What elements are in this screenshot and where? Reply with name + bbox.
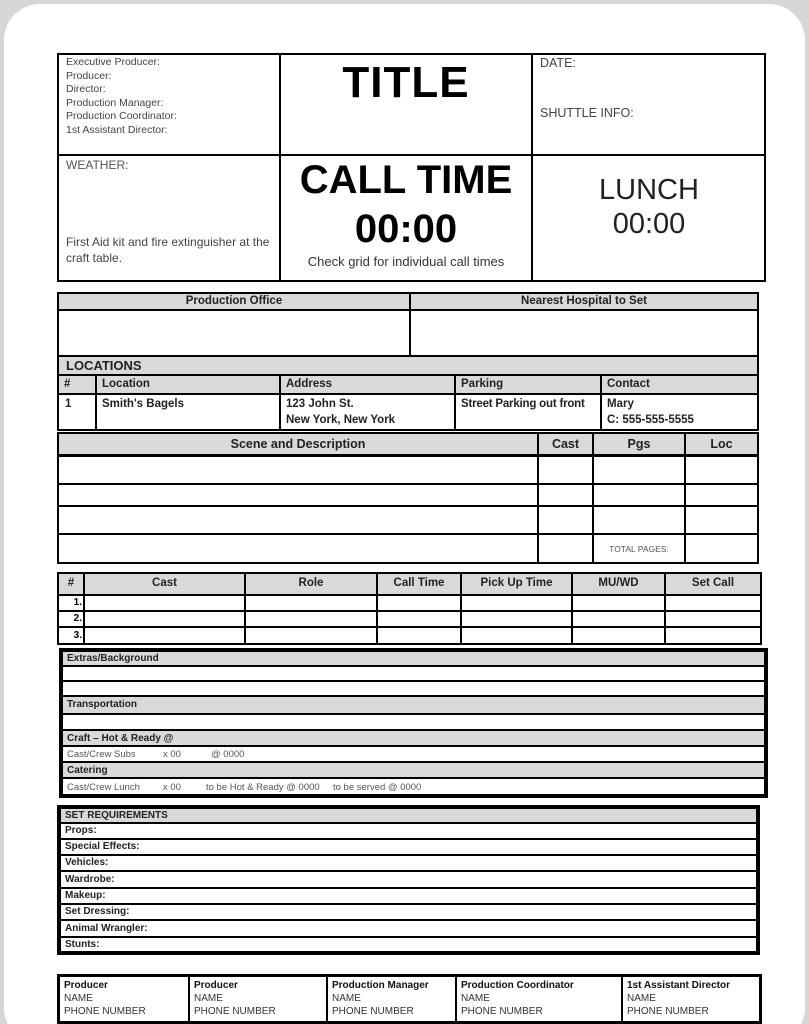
contact-producer-2[interactable]	[190, 977, 328, 1021]
cast-col-muwd: MU/WD	[598, 577, 639, 589]
scene-row-3-desc[interactable]	[57, 505, 539, 535]
contact-phone: PHONE NUMBER	[194, 1006, 276, 1017]
lunch-label: LUNCH	[599, 174, 699, 206]
contacts-footer	[57, 974, 762, 1024]
cast-col-cast: Cast	[152, 577, 177, 589]
extras-label: Extras/Background	[67, 653, 159, 664]
loc-col-parking: Parking	[461, 378, 504, 390]
scene-row-3-pgs[interactable]	[592, 505, 686, 535]
scene-row-4-desc[interactable]	[57, 533, 539, 564]
cast-col-set-call: Set Call	[691, 577, 735, 589]
set-req-set-dressing-label: Set Dressing:	[65, 906, 130, 917]
loc-col-contact: Contact	[607, 378, 650, 390]
crew-labels	[66, 56, 177, 137]
loc-col-num: #	[64, 378, 71, 390]
call-time-note: Check grid for individual call times	[307, 254, 505, 269]
set-req-wardrobe-label: Wardrobe:	[65, 874, 115, 885]
contact-role: Production Coordinator	[461, 980, 574, 991]
cast-col-pickup-time: Pick Up Time	[480, 577, 553, 589]
cast-row-3-role[interactable]	[244, 626, 378, 645]
lunch-value[interactable]: 00:00	[612, 208, 686, 240]
weather-label[interactable]: WEATHER:	[66, 158, 129, 172]
locations-label: LOCATIONS	[66, 358, 142, 373]
transportation-label: Transportation	[67, 699, 138, 710]
cast-col-num: #	[67, 577, 75, 589]
contact-phone: PHONE NUMBER	[627, 1006, 709, 1017]
scene-row-1-pgs[interactable]	[592, 455, 686, 485]
contact-role: Producer	[64, 980, 108, 991]
crew-label-producer[interactable]: Producer:	[66, 69, 112, 82]
loc-col-address: Address	[286, 378, 333, 390]
contact-production-coordinator[interactable]	[457, 977, 623, 1021]
set-req-label: SET REQUIREMENTS	[65, 810, 168, 821]
scene-row-1-desc[interactable]	[57, 455, 539, 485]
crew-label-1st-ad[interactable]: 1st Assistant Director:	[66, 123, 168, 136]
contact-role: Production Manager	[332, 980, 429, 991]
hospital-label: Nearest Hospital to Set	[521, 295, 647, 307]
loc-row-parking: Street Parking out front	[461, 398, 585, 410]
contact-name: NAME	[64, 993, 93, 1004]
contact-1st-ad[interactable]	[623, 977, 759, 1021]
call-time-label: CALL TIME	[299, 158, 513, 202]
contact-phone: PHONE NUMBER	[461, 1006, 543, 1017]
scene-row-2-loc[interactable]	[684, 483, 759, 507]
set-req-makeup-label: Makeup:	[65, 890, 106, 901]
contact-name: NAME	[461, 993, 490, 1004]
scene-row-1-cast[interactable]	[537, 455, 594, 485]
crew-label-director[interactable]: Director:	[66, 83, 106, 95]
production-office-field[interactable]	[57, 309, 411, 357]
call-time-value[interactable]: 00:00	[354, 207, 458, 251]
cast-row-3-call[interactable]	[376, 626, 462, 645]
contact-role: Producer	[194, 980, 238, 991]
crew-label-production-manager[interactable]: Production Manager:	[66, 96, 164, 109]
loc-row-contact-name: Mary	[607, 398, 634, 410]
cast-col-role: Role	[298, 577, 324, 589]
scene-row-2-cast[interactable]	[537, 483, 594, 507]
scene-row-2-pgs[interactable]	[592, 483, 686, 507]
cast-row-3-cast[interactable]	[83, 626, 246, 645]
loc-row-location: Smith's Bagels	[102, 398, 184, 410]
contact-phone: PHONE NUMBER	[64, 1006, 146, 1017]
scene-row-4-cast[interactable]	[537, 533, 594, 564]
craft-qty: x 00	[163, 749, 181, 760]
total-pages-label: TOTAL PAGES:	[609, 544, 669, 554]
contact-name: NAME	[332, 993, 361, 1004]
loc-row-num: 1	[65, 398, 72, 410]
loc-row-contact-phone: C: 555-555-5555	[607, 414, 694, 426]
loc-row-address-line2: New York, New York	[286, 414, 396, 426]
loc-col-location: Location	[102, 378, 150, 390]
cast-col-call-time: Call Time	[393, 577, 445, 589]
scene-col-loc: Loc	[710, 437, 733, 451]
hospital-field[interactable]	[409, 309, 759, 357]
contact-producer-1[interactable]	[60, 977, 190, 1021]
cast-row-3-pickup[interactable]	[460, 626, 573, 645]
catering-qty: x 00	[163, 782, 181, 793]
catering-label: Catering	[67, 765, 108, 776]
cast-row-3-muwd[interactable]	[571, 626, 666, 645]
loc-row-num-cell	[57, 393, 97, 431]
scene-row-1-loc[interactable]	[684, 455, 759, 485]
contact-phone: PHONE NUMBER	[332, 1006, 414, 1017]
cast-row-3-num: 3.	[73, 630, 82, 641]
scene-row-3-cast[interactable]	[537, 505, 594, 535]
catering-item: Cast/Crew Lunch	[67, 782, 140, 793]
transportation-header	[61, 695, 766, 715]
craft-time: @ 0000	[211, 749, 245, 760]
set-req-vehicles-label: Vehicles:	[65, 857, 109, 868]
crew-label-production-coordinator[interactable]: Production Coordinator:	[66, 110, 177, 122]
cast-row-1-num: 1.	[73, 597, 82, 608]
scene-row-2-desc[interactable]	[57, 483, 539, 507]
scene-col-desc: Scene and Description	[230, 437, 366, 451]
loc-col-num-cell	[57, 374, 97, 395]
crew-label-executive-producer[interactable]: Executive Producer:	[66, 56, 160, 68]
contact-name: NAME	[627, 993, 656, 1004]
catering-served: to be served @ 0000	[333, 782, 422, 793]
cast-row-3-setcall[interactable]	[664, 626, 762, 645]
set-req-props-label: Props:	[65, 825, 97, 836]
contact-name: NAME	[194, 993, 223, 1004]
set-req-special-effects-label: Special Effects:	[65, 841, 140, 852]
scene-col-pgs: Pgs	[627, 437, 651, 451]
contact-production-manager[interactable]	[328, 977, 457, 1021]
loc-row-address-line1: 123 John St.	[286, 398, 354, 410]
scene-row-3-loc[interactable]	[684, 505, 759, 535]
page-title[interactable]: TITLE	[342, 58, 470, 107]
craft-item: Cast/Crew Subs	[67, 749, 136, 760]
contact-role: 1st Assistant Director	[627, 980, 730, 991]
safety-note: First Aid kit and fire extinguisher at the craft table.	[66, 235, 270, 265]
locations-header	[57, 355, 759, 376]
cast-row-2-num: 2.	[73, 613, 82, 624]
set-req-animal-wrangler-label: Animal Wrangler:	[65, 923, 148, 934]
set-req-stunts[interactable]	[59, 936, 758, 953]
production-office-label: Production Office	[185, 295, 283, 307]
shuttle-info-label[interactable]: SHUTTLE INFO:	[540, 106, 634, 120]
set-req-stunts-label: Stunts:	[65, 939, 100, 950]
total-pages-value[interactable]	[684, 533, 759, 564]
craft-label: Craft – Hot & Ready @	[67, 733, 174, 744]
date-label[interactable]: DATE:	[540, 56, 576, 70]
catering-ready: to be Hot & Ready @ 0000	[206, 782, 320, 793]
scene-col-cast: Cast	[551, 437, 580, 451]
